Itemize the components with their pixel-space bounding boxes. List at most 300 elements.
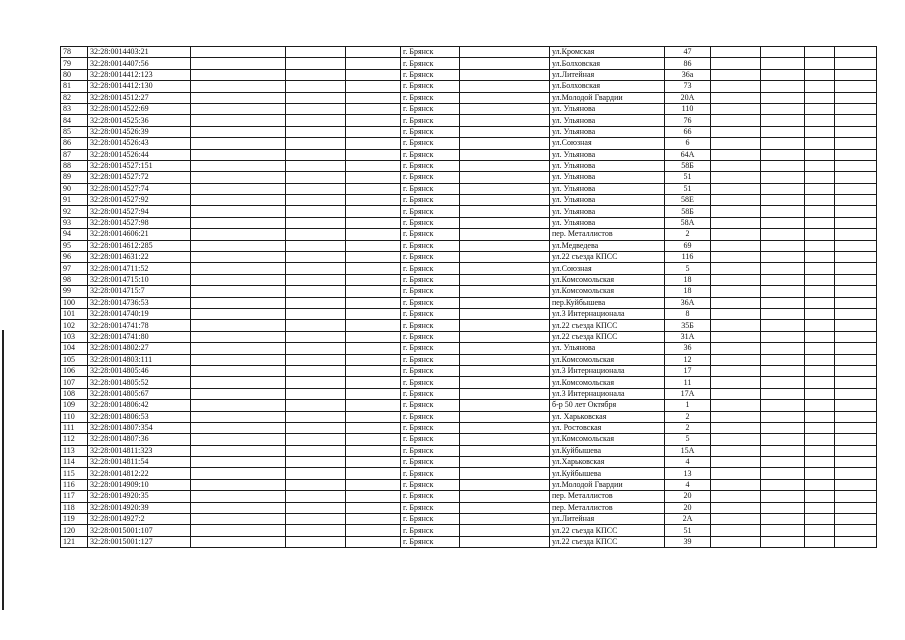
empty-cell	[286, 126, 346, 137]
street-cell: ул. Ульянова	[550, 195, 665, 206]
empty-cell	[805, 308, 835, 319]
empty-cell	[460, 422, 550, 433]
empty-cell	[286, 297, 346, 308]
row-number: 100	[61, 297, 88, 308]
house-number: 15А	[665, 445, 711, 456]
row-number: 113	[61, 445, 88, 456]
street-cell: ул.Куйбышева	[550, 468, 665, 479]
city-cell: г. Брянск	[401, 514, 460, 525]
empty-cell	[761, 365, 805, 376]
empty-cell	[711, 274, 761, 285]
empty-cell	[761, 491, 805, 502]
empty-cell	[761, 354, 805, 365]
empty-cell	[286, 286, 346, 297]
empty-cell	[191, 331, 286, 342]
house-number: 13	[665, 468, 711, 479]
empty-cell	[711, 445, 761, 456]
empty-cell	[805, 149, 835, 160]
house-number: 2	[665, 422, 711, 433]
empty-cell	[460, 468, 550, 479]
empty-cell	[460, 479, 550, 490]
cadastral-number: 32:28:0014526:44	[88, 149, 191, 160]
empty-cell	[835, 514, 877, 525]
empty-cell	[286, 115, 346, 126]
empty-cell	[346, 479, 401, 490]
empty-cell	[460, 92, 550, 103]
empty-cell	[835, 103, 877, 114]
empty-cell	[286, 149, 346, 160]
empty-cell	[761, 138, 805, 149]
empty-cell	[835, 411, 877, 422]
cadastral-number: 32:28:0014805:52	[88, 377, 191, 388]
empty-cell	[346, 229, 401, 240]
empty-cell	[346, 343, 401, 354]
street-cell: ул.Болховская	[550, 58, 665, 69]
empty-cell	[346, 377, 401, 388]
empty-cell	[761, 411, 805, 422]
empty-cell	[460, 457, 550, 468]
empty-cell	[346, 434, 401, 445]
table-row	[61, 343, 877, 354]
house-number: 6	[665, 138, 711, 149]
empty-cell	[835, 445, 877, 456]
empty-cell	[805, 138, 835, 149]
house-number: 86	[665, 58, 711, 69]
table-row	[61, 263, 877, 274]
empty-cell	[460, 525, 550, 536]
street-cell: ул.Литейная	[550, 69, 665, 80]
empty-cell	[805, 536, 835, 547]
cadastral-number: 32:28:0014407:56	[88, 58, 191, 69]
row-number: 80	[61, 69, 88, 80]
table-row	[61, 217, 877, 228]
empty-cell	[711, 388, 761, 399]
empty-cell	[460, 308, 550, 319]
street-cell: ул.22 съезда КПСС	[550, 525, 665, 536]
empty-cell	[835, 308, 877, 319]
empty-cell	[286, 502, 346, 513]
empty-cell	[191, 365, 286, 376]
house-number: 4	[665, 479, 711, 490]
empty-cell	[761, 525, 805, 536]
empty-cell	[460, 320, 550, 331]
city-cell: г. Брянск	[401, 92, 460, 103]
empty-cell	[460, 172, 550, 183]
empty-cell	[835, 491, 877, 502]
empty-cell	[346, 388, 401, 399]
empty-cell	[711, 343, 761, 354]
empty-cell	[191, 479, 286, 490]
empty-cell	[191, 377, 286, 388]
street-cell: ул. Ульянова	[550, 206, 665, 217]
empty-cell	[835, 47, 877, 58]
table-body	[61, 47, 877, 548]
empty-cell	[191, 47, 286, 58]
table-row	[61, 297, 877, 308]
row-number: 83	[61, 103, 88, 114]
empty-cell	[346, 103, 401, 114]
city-cell: г. Брянск	[401, 502, 460, 513]
empty-cell	[346, 286, 401, 297]
city-cell: г. Брянск	[401, 160, 460, 171]
empty-cell	[286, 240, 346, 251]
house-number: 47	[665, 47, 711, 58]
empty-cell	[761, 274, 805, 285]
empty-cell	[761, 514, 805, 525]
city-cell: г. Брянск	[401, 263, 460, 274]
cadastral-number: 32:28:0014927:2	[88, 514, 191, 525]
empty-cell	[346, 206, 401, 217]
row-number: 93	[61, 217, 88, 228]
empty-cell	[761, 160, 805, 171]
empty-cell	[711, 514, 761, 525]
empty-cell	[761, 149, 805, 160]
empty-cell	[761, 103, 805, 114]
empty-cell	[191, 138, 286, 149]
table-row	[61, 240, 877, 251]
empty-cell	[711, 320, 761, 331]
empty-cell	[191, 206, 286, 217]
empty-cell	[460, 115, 550, 126]
table-row	[61, 514, 877, 525]
empty-cell	[460, 286, 550, 297]
row-number: 97	[61, 263, 88, 274]
empty-cell	[711, 81, 761, 92]
city-cell: г. Брянск	[401, 320, 460, 331]
empty-cell	[346, 172, 401, 183]
street-cell: пер. Металлистов	[550, 502, 665, 513]
row-number: 89	[61, 172, 88, 183]
table-row	[61, 286, 877, 297]
table-row	[61, 183, 877, 194]
empty-cell	[191, 274, 286, 285]
row-number: 95	[61, 240, 88, 251]
house-number: 36а	[665, 69, 711, 80]
table-row	[61, 457, 877, 468]
empty-cell	[460, 252, 550, 263]
house-number: 5	[665, 434, 711, 445]
cadastral-number: 32:28:0014631:22	[88, 252, 191, 263]
empty-cell	[711, 149, 761, 160]
street-cell: ул.22 съезда КПСС	[550, 320, 665, 331]
empty-cell	[191, 297, 286, 308]
house-number: 2	[665, 411, 711, 422]
cadastral-number: 32:28:0014806:53	[88, 411, 191, 422]
empty-cell	[346, 58, 401, 69]
cadastral-number: 32:28:0014740:19	[88, 308, 191, 319]
empty-cell	[346, 92, 401, 103]
empty-cell	[835, 252, 877, 263]
street-cell: ул.Молодой Гвардии	[550, 92, 665, 103]
street-cell: ул.Комсомольская	[550, 377, 665, 388]
row-number: 91	[61, 195, 88, 206]
empty-cell	[805, 354, 835, 365]
street-cell: пер.Куйбышева	[550, 297, 665, 308]
empty-cell	[191, 229, 286, 240]
house-number: 20	[665, 502, 711, 513]
street-cell: б-р 50 лет Октября	[550, 400, 665, 411]
city-cell: г. Брянск	[401, 69, 460, 80]
empty-cell	[286, 183, 346, 194]
city-cell: г. Брянск	[401, 217, 460, 228]
empty-cell	[346, 263, 401, 274]
table-row	[61, 365, 877, 376]
cadastral-number: 32:28:0014807:354	[88, 422, 191, 433]
city-cell: г. Брянск	[401, 126, 460, 137]
house-number: 1	[665, 400, 711, 411]
empty-cell	[286, 514, 346, 525]
empty-cell	[835, 388, 877, 399]
city-cell: г. Брянск	[401, 536, 460, 547]
empty-cell	[761, 92, 805, 103]
empty-cell	[805, 400, 835, 411]
empty-cell	[761, 229, 805, 240]
row-number: 98	[61, 274, 88, 285]
row-number: 107	[61, 377, 88, 388]
street-cell: ул. Ульянова	[550, 103, 665, 114]
empty-cell	[761, 457, 805, 468]
empty-cell	[711, 69, 761, 80]
cadastral-number: 32:28:0014527:92	[88, 195, 191, 206]
empty-cell	[286, 479, 346, 490]
empty-cell	[761, 308, 805, 319]
street-cell: ул.Куйбышева	[550, 445, 665, 456]
street-cell: ул.Комсомольская	[550, 274, 665, 285]
row-number: 85	[61, 126, 88, 137]
empty-cell	[286, 365, 346, 376]
cadastral-number: 32:28:0014711:52	[88, 263, 191, 274]
table-row	[61, 388, 877, 399]
empty-cell	[191, 240, 286, 251]
city-cell: г. Брянск	[401, 172, 460, 183]
empty-cell	[761, 286, 805, 297]
empty-cell	[805, 388, 835, 399]
empty-cell	[761, 58, 805, 69]
empty-cell	[805, 160, 835, 171]
empty-cell	[835, 536, 877, 547]
empty-cell	[191, 58, 286, 69]
empty-cell	[346, 217, 401, 228]
row-number: 108	[61, 388, 88, 399]
empty-cell	[460, 331, 550, 342]
city-cell: г. Брянск	[401, 206, 460, 217]
empty-cell	[286, 457, 346, 468]
empty-cell	[835, 126, 877, 137]
empty-cell	[286, 434, 346, 445]
empty-cell	[191, 126, 286, 137]
street-cell: ул.Кромская	[550, 47, 665, 58]
street-cell: ул.3 Интернационала	[550, 388, 665, 399]
empty-cell	[761, 468, 805, 479]
house-number: 66	[665, 126, 711, 137]
empty-cell	[346, 536, 401, 547]
street-cell: пер. Металлистов	[550, 229, 665, 240]
empty-cell	[805, 115, 835, 126]
house-number: 51	[665, 172, 711, 183]
empty-cell	[805, 479, 835, 490]
empty-cell	[711, 252, 761, 263]
empty-cell	[346, 115, 401, 126]
cadastral-number: 32:28:0014736:53	[88, 297, 191, 308]
empty-cell	[191, 320, 286, 331]
empty-cell	[805, 491, 835, 502]
cadastral-number: 32:28:0014802:27	[88, 343, 191, 354]
empty-cell	[711, 240, 761, 251]
empty-cell	[711, 172, 761, 183]
cadastral-number: 32:28:0014920:35	[88, 491, 191, 502]
empty-cell	[711, 138, 761, 149]
house-number: 20А	[665, 92, 711, 103]
street-cell: ул.Комсомольская	[550, 434, 665, 445]
row-number: 105	[61, 354, 88, 365]
empty-cell	[835, 365, 877, 376]
table-row	[61, 160, 877, 171]
empty-cell	[460, 240, 550, 251]
empty-cell	[460, 58, 550, 69]
empty-cell	[711, 502, 761, 513]
cadastral-table	[60, 46, 877, 548]
empty-cell	[835, 240, 877, 251]
empty-cell	[346, 81, 401, 92]
empty-cell	[191, 457, 286, 468]
city-cell: г. Брянск	[401, 525, 460, 536]
empty-cell	[711, 229, 761, 240]
house-number: 116	[665, 252, 711, 263]
city-cell: г. Брянск	[401, 81, 460, 92]
empty-cell	[805, 434, 835, 445]
empty-cell	[286, 263, 346, 274]
house-number: 17А	[665, 388, 711, 399]
cadastral-number: 32:28:0014525:36	[88, 115, 191, 126]
empty-cell	[711, 263, 761, 274]
empty-cell	[460, 229, 550, 240]
cadastral-number: 32:28:0014803:111	[88, 354, 191, 365]
page-edge-mark	[2, 330, 4, 610]
empty-cell	[346, 457, 401, 468]
house-number: 58Е	[665, 195, 711, 206]
row-number: 101	[61, 308, 88, 319]
row-number: 121	[61, 536, 88, 547]
empty-cell	[761, 536, 805, 547]
house-number: 8	[665, 308, 711, 319]
street-cell: ул.Харьковская	[550, 457, 665, 468]
cadastral-number: 32:28:0014920:39	[88, 502, 191, 513]
empty-cell	[346, 502, 401, 513]
empty-cell	[805, 69, 835, 80]
empty-cell	[346, 183, 401, 194]
house-number: 11	[665, 377, 711, 388]
empty-cell	[761, 240, 805, 251]
empty-cell	[191, 388, 286, 399]
empty-cell	[460, 195, 550, 206]
table-row	[61, 502, 877, 513]
row-number: 115	[61, 468, 88, 479]
row-number: 103	[61, 331, 88, 342]
row-number: 104	[61, 343, 88, 354]
empty-cell	[286, 377, 346, 388]
empty-cell	[286, 195, 346, 206]
table-row	[61, 252, 877, 263]
row-number: 87	[61, 149, 88, 160]
empty-cell	[835, 331, 877, 342]
empty-cell	[460, 297, 550, 308]
street-cell: ул. Ульянова	[550, 217, 665, 228]
house-number: 76	[665, 115, 711, 126]
empty-cell	[711, 457, 761, 468]
empty-cell	[286, 536, 346, 547]
empty-cell	[835, 229, 877, 240]
street-cell: ул. Ульянова	[550, 343, 665, 354]
empty-cell	[835, 217, 877, 228]
empty-cell	[191, 160, 286, 171]
empty-cell	[191, 92, 286, 103]
empty-cell	[835, 468, 877, 479]
empty-cell	[711, 422, 761, 433]
empty-cell	[286, 58, 346, 69]
cadastral-number: 32:28:0014606:21	[88, 229, 191, 240]
empty-cell	[191, 195, 286, 206]
row-number: 110	[61, 411, 88, 422]
empty-cell	[805, 343, 835, 354]
empty-cell	[191, 115, 286, 126]
empty-cell	[346, 297, 401, 308]
street-cell: ул. Ульянова	[550, 183, 665, 194]
empty-cell	[835, 479, 877, 490]
empty-cell	[835, 343, 877, 354]
row-number: 109	[61, 400, 88, 411]
row-number: 120	[61, 525, 88, 536]
street-cell: ул.Болховская	[550, 81, 665, 92]
street-cell: ул. Харьковская	[550, 411, 665, 422]
row-number: 88	[61, 160, 88, 171]
empty-cell	[346, 354, 401, 365]
empty-cell	[460, 514, 550, 525]
empty-cell	[460, 206, 550, 217]
city-cell: г. Брянск	[401, 457, 460, 468]
empty-cell	[805, 92, 835, 103]
table-row	[61, 103, 877, 114]
street-cell: ул. Ростовская	[550, 422, 665, 433]
table-row	[61, 92, 877, 103]
empty-cell	[460, 434, 550, 445]
empty-cell	[805, 502, 835, 513]
cadastral-number: 32:28:0014612:285	[88, 240, 191, 251]
city-cell: г. Брянск	[401, 183, 460, 194]
house-number: 58А	[665, 217, 711, 228]
empty-cell	[346, 195, 401, 206]
cadastral-number: 32:28:0014812:22	[88, 468, 191, 479]
row-number: 90	[61, 183, 88, 194]
empty-cell	[761, 343, 805, 354]
city-cell: г. Брянск	[401, 491, 460, 502]
table-row	[61, 274, 877, 285]
empty-cell	[835, 274, 877, 285]
cadastral-number: 32:28:0014526:43	[88, 138, 191, 149]
empty-cell	[346, 138, 401, 149]
house-number: 20	[665, 491, 711, 502]
empty-cell	[805, 263, 835, 274]
table-row	[61, 331, 877, 342]
empty-cell	[460, 81, 550, 92]
house-number: 31А	[665, 331, 711, 342]
city-cell: г. Брянск	[401, 331, 460, 342]
empty-cell	[346, 525, 401, 536]
empty-cell	[286, 160, 346, 171]
empty-cell	[835, 195, 877, 206]
house-number: 2А	[665, 514, 711, 525]
row-number: 116	[61, 479, 88, 490]
street-cell: ул.Литейная	[550, 514, 665, 525]
